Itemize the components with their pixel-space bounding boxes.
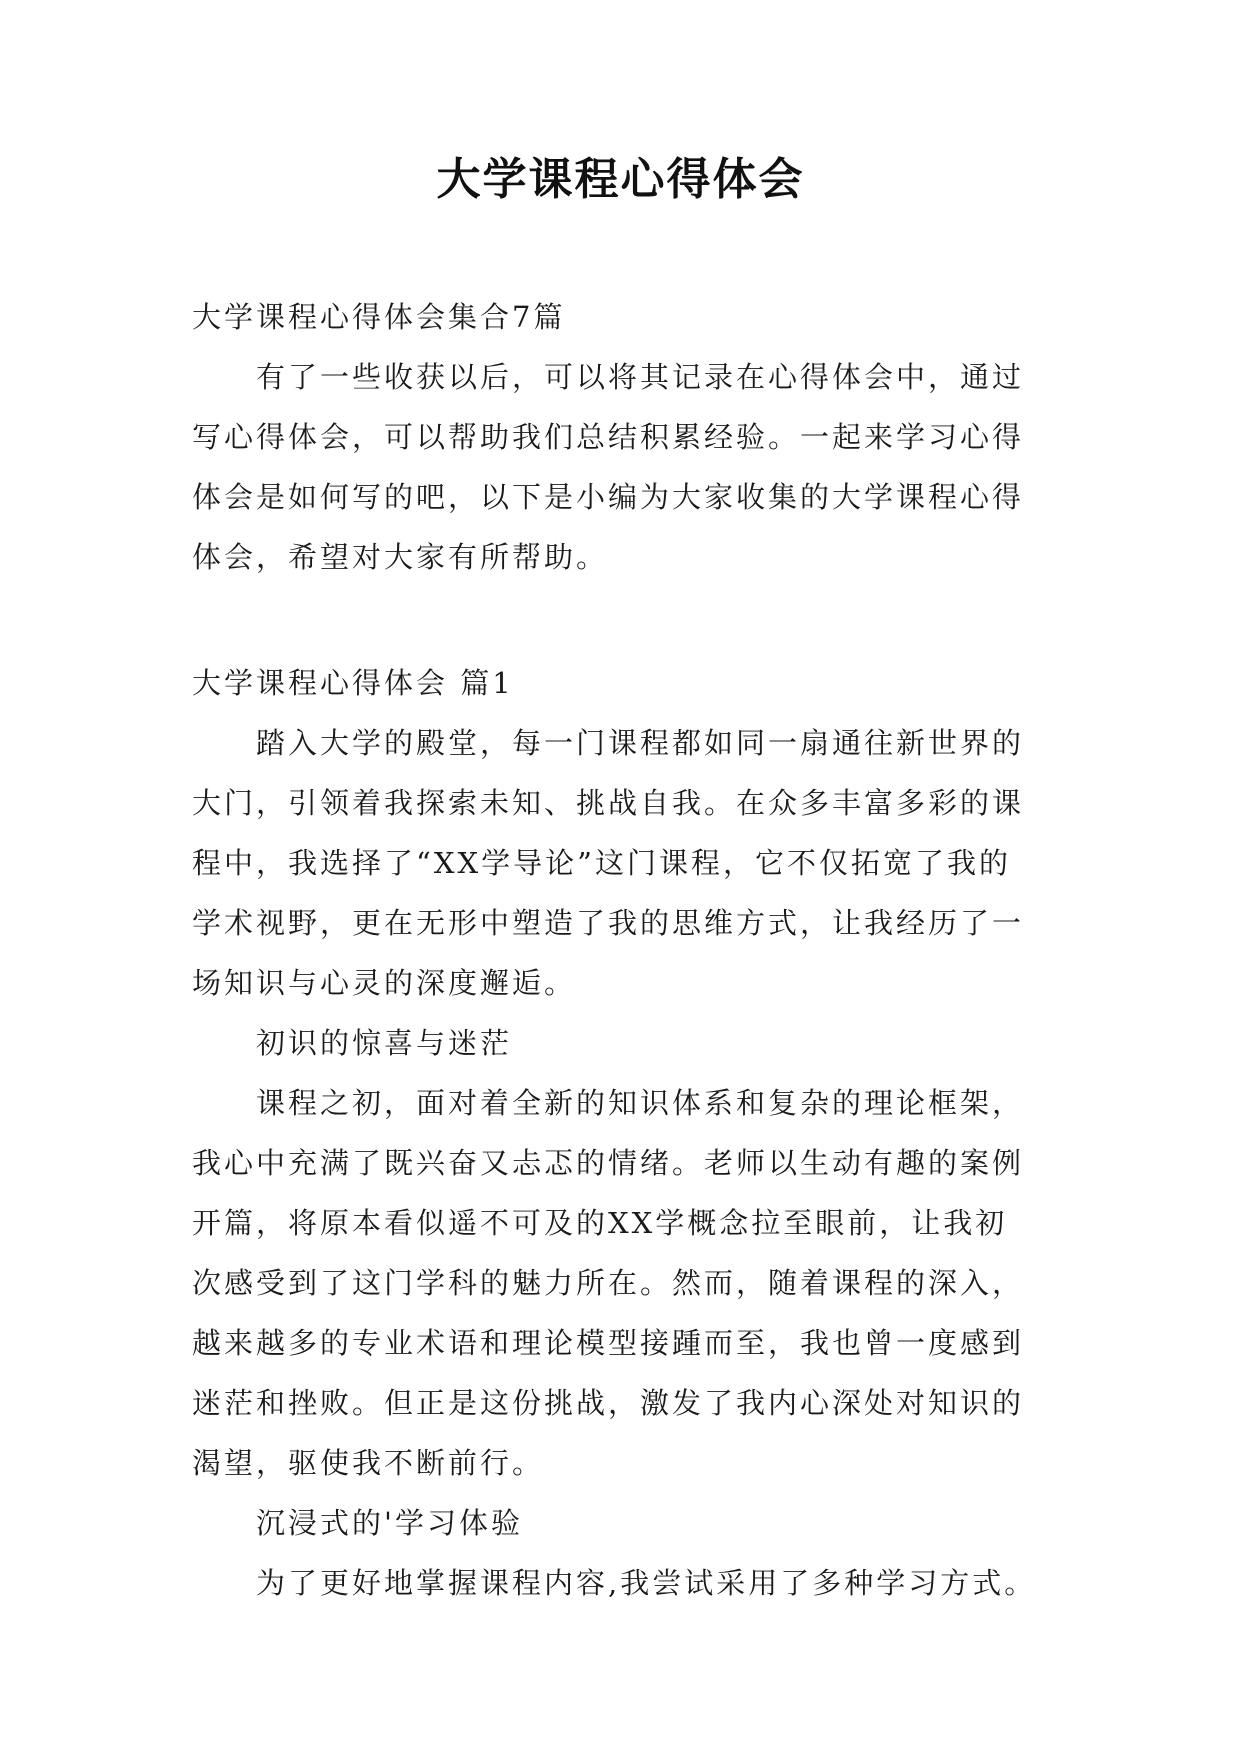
text-line: 大门，引领着我探索未知、挑战自我。在众多丰富多彩的课 <box>192 786 1025 820</box>
text-line: 写心得体会，可以帮助我们总结积累经验。一起来学习心得 <box>192 420 1025 454</box>
text-line: 大学课程心得体会集合7篇 <box>192 300 566 334</box>
text-line: 我心中充满了既兴奋又忐忑的情绪。老师以生动有趣的案例 <box>192 1146 1025 1180</box>
text-line: 为了更好地掌握课程内容,我尝试采用了多种学习方式。 <box>256 1566 1037 1600</box>
text-line: 沉浸式的'学习体验 <box>256 1506 523 1540</box>
paragraph-gap <box>192 587 1054 653</box>
text-line: 体会，希望对大家有所帮助。 <box>192 540 609 574</box>
text-line: 踏入大学的殿堂，每一门课程都如同一扇通往新世界的 <box>256 726 1025 760</box>
text-line: 次感受到了这门学科的魅力所在。然而，随着课程的深入， <box>192 1266 1025 1300</box>
text-line: 场知识与心灵的深度邂逅。 <box>192 966 577 1000</box>
text-line: 越来越多的专业术语和理论模型接踵而至，我也曾一度感到 <box>192 1326 1025 1360</box>
document-body <box>192 287 1054 1613</box>
text-line: 开篇，将原本看似遥不可及的XX学概念拉至眼前，让我初 <box>192 1206 1008 1240</box>
text-line: 程中，我选择了“XX学导论”这门课程，它不仅拓宽了我的 <box>192 846 1011 880</box>
text-line: 体会是如何写的吧，以下是小编为大家收集的大学课程心得 <box>192 480 1025 514</box>
text-line: 迷茫和挫败。但正是这份挑战，激发了我内心深处对知识的 <box>192 1386 1025 1420</box>
text-line: 大学课程心得体会 篇1 <box>192 666 514 700</box>
text-line: 初识的惊喜与迷茫 <box>256 1026 513 1060</box>
document-title: 大学课程心得体会 <box>436 154 805 205</box>
text-line: 课程之初，面对着全新的知识体系和复杂的理论框架， <box>256 1086 1025 1120</box>
text-line: 渴望，驱使我不断前行。 <box>192 1446 545 1480</box>
text-line: 学术视野，更在无形中塑造了我的思维方式，让我经历了一 <box>192 906 1025 940</box>
text-line: 有了一些收获以后，可以将其记录在心得体会中，通过 <box>256 360 1025 394</box>
